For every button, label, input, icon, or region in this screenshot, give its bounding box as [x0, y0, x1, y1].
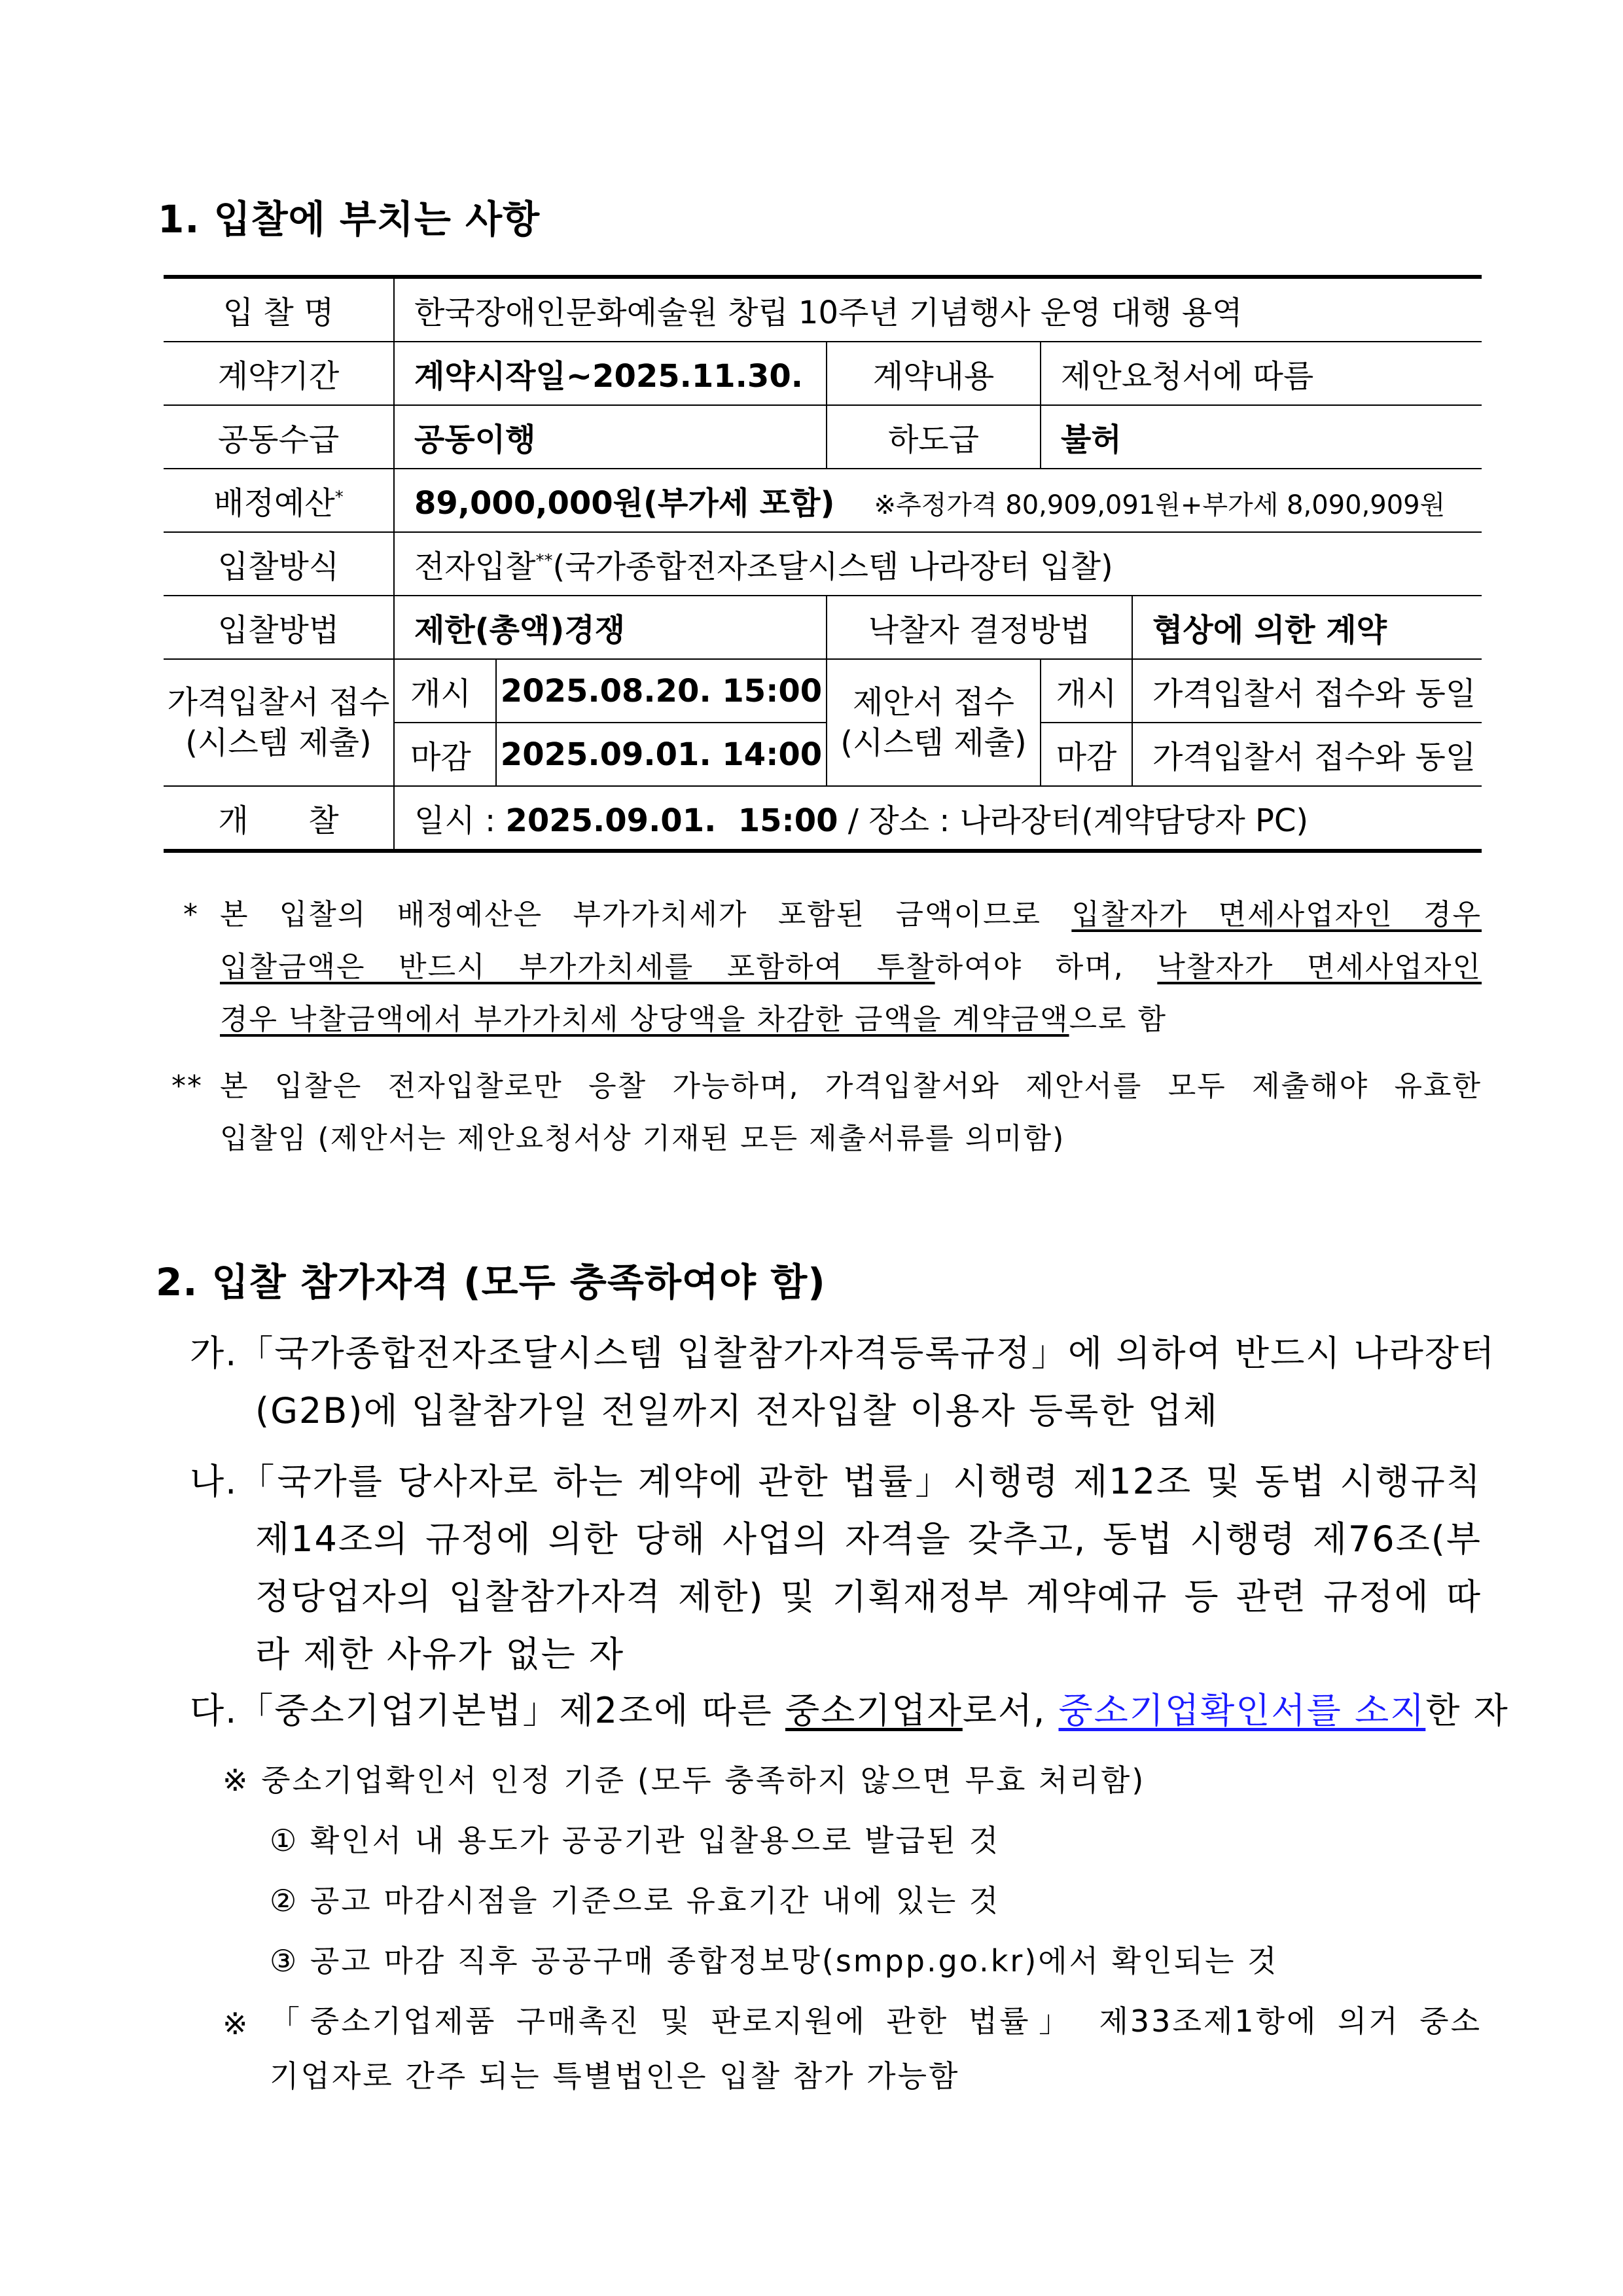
- note-underlined: 입찰금액은 반드시 부가가치세를 포함하여 투찰: [220, 950, 935, 984]
- price-close-value: 2025.09.01. 14:00: [496, 723, 827, 786]
- bid-method-label: 입찰방식: [164, 532, 394, 596]
- proposal-open-value: 가격입찰서 접수와 동일: [1132, 659, 1482, 723]
- contract-period-value: 계약시작일~2025.11.30.: [394, 342, 827, 405]
- note-text: 으로 함: [1069, 1003, 1168, 1036]
- bid-info-table: [164, 275, 1482, 853]
- note-line: 기업자로 간주 되는 특별법인은 입찰 참가 가능함: [270, 2058, 960, 2094]
- proposal-label-line1: 제안서 접수: [852, 684, 1015, 721]
- budget-label-text: 배정예산: [213, 485, 335, 522]
- note-text: 하여야 하며,: [935, 950, 1158, 984]
- footnote-1-line: [220, 941, 1482, 994]
- item-text: 로서,: [962, 1690, 1059, 1731]
- item-da: [190, 1682, 1509, 1740]
- footnote-2: [220, 1060, 1482, 1165]
- contract-content-label: 계약내용: [827, 342, 1041, 405]
- budget-label: [164, 469, 394, 532]
- bid-way-label: 입찰방법: [164, 596, 394, 659]
- opening-label: 개 찰: [164, 786, 394, 851]
- bid-method-value: [394, 532, 1482, 596]
- price-bid-label-line2: (시스템 제출): [185, 725, 372, 761]
- note-underlined: 낙찰자가 면세사업자인: [1157, 950, 1482, 984]
- opening-value: [394, 786, 1482, 851]
- proposal-label: [827, 659, 1041, 786]
- opening-place: / 장소 : 나라장터(계약담당자 PC): [838, 802, 1309, 839]
- item-line: 라 제한 사유가 없는 자: [255, 1634, 625, 1675]
- subcontract-value: 불허: [1041, 405, 1482, 469]
- bid-method-text: 전자입찰: [414, 548, 536, 585]
- sme-criteria-heading: ※ 중소기업확인서 인정 기준 (모두 충족하지 않으면 무효 처리함): [223, 1763, 1146, 1798]
- proposal-close-value: 가격입찰서 접수와 동일: [1132, 723, 1482, 786]
- footnote-1-mark: *: [183, 898, 199, 931]
- footnote-mark: *: [334, 488, 344, 507]
- budget-amount: 89,000,000원(부가세 포함): [414, 485, 835, 522]
- table-row: [164, 277, 1482, 342]
- item-ga: [190, 1325, 1496, 1440]
- price-close-label: 마감: [394, 723, 496, 786]
- opening-prefix: 일시 :: [414, 802, 506, 839]
- table-row: [164, 342, 1482, 405]
- bid-name-value: 한국장애인문화예술원 창립 10주년 기념행사 운영 대행 용역: [394, 277, 1482, 342]
- proposal-close-label: 마감: [1041, 723, 1132, 786]
- table-row: [164, 786, 1482, 851]
- note-underlined: 입찰자가 면세사업자인 경우: [1071, 898, 1482, 931]
- footnote-2-line: 입찰임 (제안서는 제안요청서상 기재된 모든 제출서류를 의미함): [220, 1122, 1065, 1155]
- footnote-1-line: [220, 994, 1482, 1046]
- bid-name-label: 입 찰 명: [164, 277, 394, 342]
- proposal-open-label: 개시: [1041, 659, 1132, 723]
- footnote-2-mark: **: [171, 1069, 203, 1103]
- table-row: [164, 659, 1482, 723]
- section2-heading: 2. 입찰 참가자격 (모두 충족하여야 함): [156, 1260, 826, 1304]
- special-corp-note: [270, 1994, 1482, 2104]
- item-line: (G2B)에 입찰참가일 전일까지 전자입찰 이용자 등록한 업체: [255, 1390, 1219, 1431]
- winner-method-value: 협상에 의한 계약: [1132, 596, 1482, 659]
- table-row: [164, 596, 1482, 659]
- table-row: [164, 469, 1482, 532]
- price-bid-label: [164, 659, 394, 786]
- price-open-value: 2025.08.20. 15:00: [496, 659, 827, 723]
- note-text: 본 입찰의 배정예산은 부가가치세가 포함된 금액이므로: [220, 898, 1072, 931]
- bid-method-note: (국가종합전자조달시스템 나라장터 입찰): [552, 548, 1113, 585]
- item-text: 한 자: [1425, 1690, 1509, 1731]
- item-text: 다.「중소기업기본법」제2조에 따른: [190, 1690, 785, 1731]
- item-line: 제14조의 규정에 의한 당해 사업의 자격을 갖추고, 동법 시행령 제76조(부: [255, 1518, 1482, 1560]
- footnote-mark: **: [535, 551, 553, 571]
- item-na: [190, 1453, 1482, 1683]
- table-row: [164, 405, 1482, 469]
- budget-value: [394, 469, 1482, 532]
- footnote-1: [220, 889, 1482, 1046]
- winner-method-label: 낙찰자 결정방법: [827, 596, 1132, 659]
- footnote-2-line: 본 입찰은 전자입찰로만 응찰 가능하며, 가격입찰서와 제안서를 모두 제출해야 유효한: [220, 1069, 1482, 1103]
- opening-datetime: 2025.09.01. 15:00: [505, 802, 838, 839]
- item-underlined: 중소기업자: [785, 1690, 963, 1731]
- joint-supply-value: 공동이행: [394, 405, 827, 469]
- proposal-label-line2: (시스템 제출): [840, 725, 1027, 761]
- note-line: 「중소기업제품 구매촉진 및 판로지원에 관한 법률」 제33조제1항에 의거 중소: [270, 2003, 1482, 2039]
- price-open-label: 개시: [394, 659, 496, 723]
- item-line: 정당업자의 입찰참가자격 제한) 및 기획재정부 계약예규 등 관련 규정에 따: [255, 1576, 1482, 1617]
- sme-certificate-link[interactable]: 중소기업확인서를 소지: [1058, 1690, 1426, 1731]
- criteria-item: ① 확인서 내 용도가 공공기관 입찰용으로 발급된 것: [270, 1823, 1001, 1858]
- joint-supply-label: 공동수급: [164, 405, 394, 469]
- price-bid-label-line1: 가격입찰서 접수: [167, 684, 390, 721]
- footnote-1-line: [220, 889, 1482, 941]
- table-row: [164, 532, 1482, 596]
- criteria-item: ② 공고 마감시점을 기준으로 유효기간 내에 있는 것: [270, 1883, 1001, 1918]
- item-line: 나.「국가를 당사자로 하는 계약에 관한 법률」시행령 제12조 및 동법 시행규칙: [190, 1461, 1482, 1502]
- item-line: 가.「국가종합전자조달시스템 입찰참가자격등록규정」에 의하여 반드시 나라장터: [190, 1333, 1496, 1374]
- contract-content-value: 제안요청서에 따름: [1041, 342, 1482, 405]
- bid-way-value: 제한(총액)경쟁: [394, 596, 827, 659]
- subcontract-label: 하도급: [827, 405, 1041, 469]
- criteria-item: ③ 공고 마감 직후 공공구매 종합정보망(smpp.go.kr)에서 확인되는 것: [270, 1943, 1279, 1979]
- reference-mark: ※: [223, 2006, 250, 2041]
- budget-note: ※추정가격 80,909,091원+부가세 8,090,909원: [874, 490, 1446, 520]
- section1-heading: 1. 입찰에 부치는 사항: [158, 197, 541, 242]
- note-underlined: 경우 낙찰금액에서 부가가치세 상당액을 차감한 금액을 계약금액: [220, 1003, 1069, 1036]
- contract-period-label: 계약기간: [164, 342, 394, 405]
